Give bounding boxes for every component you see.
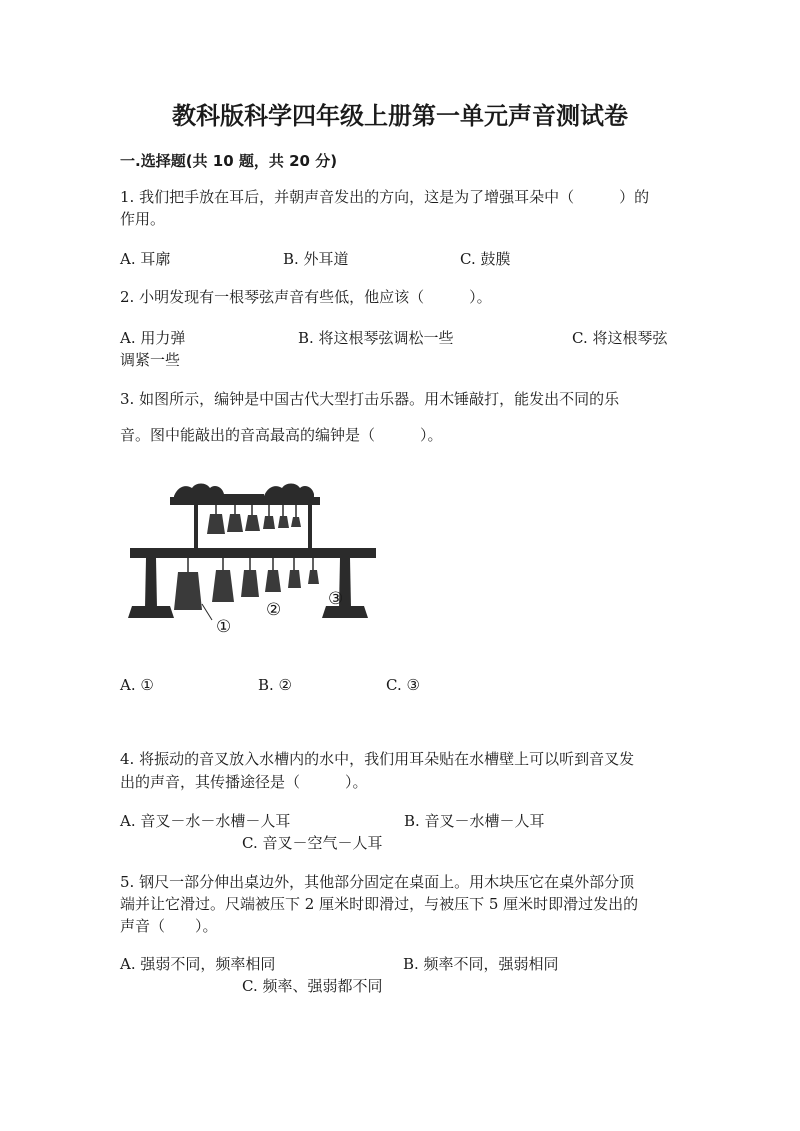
question-4-text-line-2: 出的声音，其传播途径是（ ）。 <box>120 773 368 791</box>
question-1-text-line-2: 作用。 <box>120 210 166 228</box>
question-1-option-b[interactable]: B. 外耳道 <box>283 250 349 268</box>
question-5-text-line-3: 声音（ ）。 <box>120 917 218 935</box>
question-5-option-b[interactable]: B. 频率不同，强弱相同 <box>403 955 559 973</box>
bell-label-2: ② <box>266 600 282 620</box>
question-3-option-c[interactable]: C. ③ <box>386 676 420 694</box>
section-heading: 一.选择题(共 10 题，共 20 分) <box>120 152 338 170</box>
question-2-option-a[interactable]: A. 用力弹 <box>120 329 186 347</box>
question-5-text-line-1: 5. 钢尺一部分伸出桌边外，其他部分固定在桌面上。用木块压它在桌外部分顶 <box>120 873 635 891</box>
chime-bells-figure <box>126 478 386 638</box>
page-title: 教科版科学四年级上册第一单元声音测试卷 <box>172 102 628 130</box>
question-1-option-c[interactable]: C. 鼓膜 <box>460 250 511 268</box>
question-4-text-line-1: 4. 将振动的音叉放入水槽内的水中，我们用耳朵贴在水槽壁上可以听到音叉发 <box>120 750 635 768</box>
question-3-text-line-2: 音。图中能敲出的音高最高的编钟是（ ）。 <box>120 426 443 444</box>
bell-label-1: ① <box>216 617 232 637</box>
question-2-option-b[interactable]: B. 将这根琴弦调松一些 <box>298 329 454 347</box>
question-2-text-line-1: 2. 小明发现有一根琴弦声音有些低，他应该（ ）。 <box>120 288 492 306</box>
question-3-text-line-1: 3. 如图所示，编钟是中国古代大型打击乐器。用木锤敲打，能发出不同的乐 <box>120 390 620 408</box>
question-5-text-line-2: 端并让它滑过。尺端被压下 2 厘米时即滑过，与被压下 5 厘米时即滑过发出的 <box>120 895 639 913</box>
question-1-option-a[interactable]: A. 耳廓 <box>120 250 171 268</box>
question-4-option-a[interactable]: A. 音叉－水－水槽－人耳 <box>120 812 291 830</box>
question-4-option-b[interactable]: B. 音叉－水槽－人耳 <box>404 812 545 830</box>
bell-label-3: ③ <box>328 589 344 609</box>
question-2-option-c-continued: 调紧一些 <box>120 351 181 369</box>
question-2-option-c[interactable]: C. 将这根琴弦 <box>572 329 668 347</box>
question-3-option-b[interactable]: B. ② <box>258 676 293 694</box>
question-3-option-a[interactable]: A. ① <box>120 676 154 694</box>
question-4-option-c[interactable]: C. 音叉－空气－人耳 <box>242 834 383 852</box>
question-5-option-c[interactable]: C. 频率、强弱都不同 <box>242 977 383 995</box>
question-5-option-a[interactable]: A. 强弱不同，频率相同 <box>120 955 276 973</box>
question-1-text-line-1: 1. 我们把手放在耳后，并朝声音发出的方向，这是为了增强耳朵中（ ）的 <box>120 188 650 206</box>
